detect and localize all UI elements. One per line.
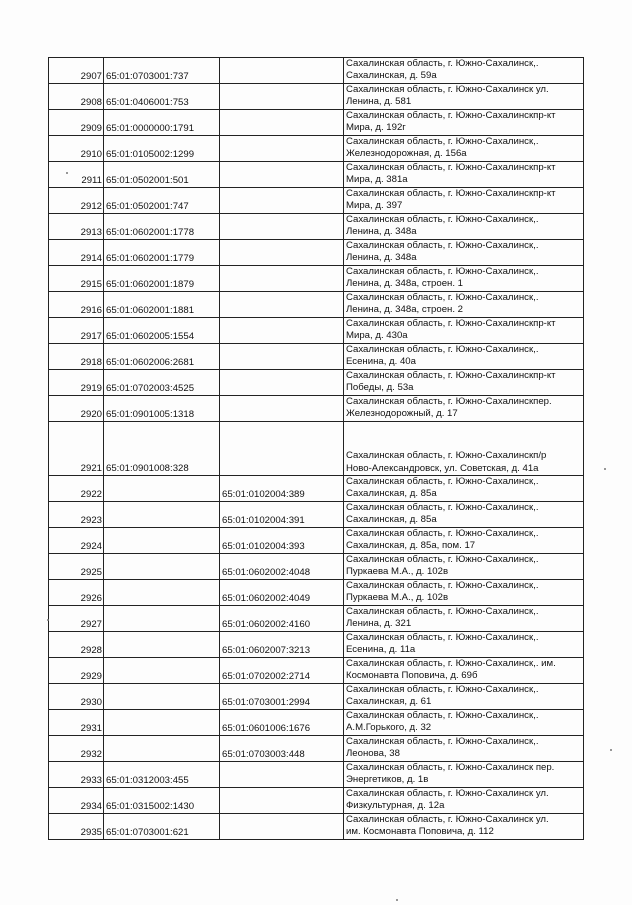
address-line-1: Сахалинская область, г. Южно-Сахалинск,. [346, 476, 539, 487]
cadastral-number-cell: 65:01:0702003:4525 [104, 370, 220, 396]
address-line-2: Мира, д. 430а [346, 330, 408, 342]
address-line-1: Сахалинская область, г. Южно-Сахалинск,. [346, 632, 539, 643]
cadastral-number-alt-cell [220, 318, 344, 344]
table-row [49, 762, 584, 788]
table-row [49, 422, 584, 476]
row-number-cell: 2926 [49, 580, 104, 606]
address-cell [344, 84, 584, 110]
row-number-cell: 2933 [49, 762, 104, 788]
table-row [49, 188, 584, 214]
cadastral-number-cell: 65:01:0703001:737 [104, 58, 220, 84]
row-number-cell: 2920 [49, 396, 104, 422]
cadastral-number-alt-cell: 65:01:0702002:2714 [220, 658, 344, 684]
cadastral-number-cell [104, 502, 220, 528]
row-number-cell: 2921 [49, 422, 104, 476]
address-cell [344, 58, 584, 84]
address-cell [344, 240, 584, 266]
cadastral-number-alt-cell [220, 788, 344, 814]
address-cell [344, 580, 584, 606]
address-cell [344, 788, 584, 814]
cadastral-number-cell [104, 476, 220, 502]
cadastral-number-alt-cell [220, 240, 344, 266]
table-row [49, 814, 584, 840]
row-number-cell: 2907 [49, 58, 104, 84]
property-table-body [49, 58, 584, 840]
row-number-cell: 2917 [49, 318, 104, 344]
address-line-1: Сахалинская область, г. Южно-Сахалинск,. [346, 502, 539, 513]
row-number-cell: 2909 [49, 110, 104, 136]
address-line-2: Сахалинская, д. 85а [346, 514, 437, 526]
cadastral-number-alt-cell [220, 214, 344, 240]
cadastral-number-alt-cell: 65:01:0703003:448 [220, 736, 344, 762]
address-line-1: Сахалинская область, г. Южно-Сахалинск,. [346, 554, 539, 565]
row-number-cell: 2930 [49, 684, 104, 710]
address-line-1: Сахалинская область, г. Южно-Сахалинск,. [346, 266, 539, 277]
cadastral-number-alt-cell [220, 292, 344, 318]
address-cell [344, 710, 584, 736]
table-row [49, 214, 584, 240]
cadastral-number-cell [104, 554, 220, 580]
cadastral-number-cell: 65:01:0602001:1779 [104, 240, 220, 266]
table-row [49, 528, 584, 554]
table-row [49, 684, 584, 710]
cadastral-number-cell [104, 580, 220, 606]
address-line-2: Мира, д. 381а [346, 174, 408, 186]
row-number-cell: 2908 [49, 84, 104, 110]
address-line-2: Пуркаева М.А., д. 102в [346, 566, 449, 578]
address-line-2: Мира, д. 397 [346, 200, 403, 212]
cadastral-number-alt-cell: 65:01:0102004:393 [220, 528, 344, 554]
address-line-1: Сахалинская область, г. Южно-Сахалинск,. [346, 684, 539, 695]
address-cell [344, 658, 584, 684]
cadastral-number-cell: 65:01:0502001:501 [104, 162, 220, 188]
cadastral-number-cell: 65:01:0602005:1554 [104, 318, 220, 344]
scan-speck [604, 468, 606, 470]
cadastral-number-alt-cell [220, 188, 344, 214]
table-row [49, 344, 584, 370]
row-number-cell: 2912 [49, 188, 104, 214]
address-line-1: Сахалинская область, г. Южно-Сахалинск ул. [346, 788, 549, 799]
document-sheet [48, 57, 584, 840]
table-row [49, 58, 584, 84]
address-line-2: Пуркаева М.А., д. 102в [346, 592, 449, 604]
row-number-cell: 2916 [49, 292, 104, 318]
table-row [49, 370, 584, 396]
cadastral-number-cell: 65:01:0602001:1879 [104, 266, 220, 292]
address-line-1: Сахалинская область, г. Южно-Сахалинскпр-кт [346, 188, 556, 199]
scan-speck [610, 749, 612, 751]
address-line-2: Мира, д. 192г [346, 122, 406, 134]
address-line-2: Ленина, д. 348а, строен. 2 [346, 304, 464, 316]
address-cell [344, 606, 584, 632]
address-line-1: Сахалинская область, г. Южно-Сахалинск,. [346, 136, 539, 147]
address-line-2: А.М.Горького, д. 32 [346, 722, 432, 734]
cadastral-number-cell: 65:01:0502001:747 [104, 188, 220, 214]
address-cell [344, 370, 584, 396]
address-line-2: Леонова, 38 [346, 748, 400, 760]
table-row [49, 292, 584, 318]
address-line-1: Сахалинская область, г. Южно-Сахалинскпр-кт [346, 370, 556, 381]
address-line-2: Энергетиков, д. 1в [346, 774, 429, 786]
address-cell [344, 502, 584, 528]
table-row [49, 606, 584, 632]
cadastral-number-alt-cell: 65:01:0602002:4160 [220, 606, 344, 632]
address-line-1: Сахалинская область, г. Южно-Сахалинскпр-кт [346, 162, 556, 173]
cadastral-number-alt-cell [220, 110, 344, 136]
address-line-1: Сахалинская область, г. Южно-Сахалинск,. [346, 240, 539, 251]
property-table [48, 57, 584, 840]
table-row [49, 736, 584, 762]
cadastral-number-alt-cell [220, 58, 344, 84]
row-number-cell: 2922 [49, 476, 104, 502]
address-cell [344, 344, 584, 370]
cadastral-number-cell [104, 736, 220, 762]
address-line-2: Ленина, д. 348а [346, 252, 417, 264]
cadastral-number-cell [104, 632, 220, 658]
cadastral-number-cell: 65:01:0602001:1881 [104, 292, 220, 318]
cadastral-number-cell: 65:01:0901005:1318 [104, 396, 220, 422]
row-number-cell: 2935 [49, 814, 104, 840]
cadastral-number-cell [104, 658, 220, 684]
row-number-cell: 2931 [49, 710, 104, 736]
cadastral-number-alt-cell: 65:01:0602002:4049 [220, 580, 344, 606]
table-row [49, 162, 584, 188]
cadastral-number-cell [104, 606, 220, 632]
row-number-cell: 2913 [49, 214, 104, 240]
address-cell [344, 476, 584, 502]
cadastral-number-alt-cell: 65:01:0601006:1676 [220, 710, 344, 736]
cadastral-number-cell: 65:01:0406001:753 [104, 84, 220, 110]
row-number-cell: 2910 [49, 136, 104, 162]
address-cell [344, 110, 584, 136]
cadastral-number-alt-cell: 65:01:0703001:2994 [220, 684, 344, 710]
cadastral-number-cell [104, 684, 220, 710]
table-row [49, 318, 584, 344]
row-number-cell: 2923 [49, 502, 104, 528]
table-row [49, 658, 584, 684]
address-cell [344, 814, 584, 840]
address-line-2: Сахалинская, д. 61 [346, 696, 432, 708]
address-line-1: Сахалинская область, г. Южно-Сахалинск ул. [346, 84, 549, 95]
address-line-2: Ленина, д. 581 [346, 96, 412, 108]
cadastral-number-cell: 65:01:0315002:1430 [104, 788, 220, 814]
address-line-1: Сахалинская область, г. Южно-Сахалинск пер. [346, 762, 555, 773]
address-line-2: Ленина, д. 321 [346, 618, 412, 630]
row-number-cell: 2934 [49, 788, 104, 814]
address-cell [344, 266, 584, 292]
row-number-cell: 2927 [49, 606, 104, 632]
row-number-cell: 2924 [49, 528, 104, 554]
table-row [49, 266, 584, 292]
address-line-2: Есенина, д. 40а [346, 356, 416, 368]
table-row [49, 632, 584, 658]
row-number-cell: 2914 [49, 240, 104, 266]
cadastral-number-alt-cell [220, 162, 344, 188]
address-cell [344, 528, 584, 554]
address-line-2: Ново-Александровск, ул. Советская, д. 41а [346, 462, 539, 474]
cadastral-number-cell [104, 528, 220, 554]
cadastral-number-cell [104, 710, 220, 736]
address-line-2: Победы, д. 53а [346, 382, 414, 394]
address-line-1: Сахалинская область, г. Южно-Сахалинскпр-кт [346, 318, 556, 329]
address-cell [344, 554, 584, 580]
address-line-1: Сахалинская область, г. Южно-Сахалинск,. им. [346, 658, 556, 669]
cadastral-number-alt-cell [220, 344, 344, 370]
address-line-2: Ленина, д. 348а [346, 226, 417, 238]
cadastral-number-alt-cell [220, 422, 344, 476]
address-line-1: Сахалинская область, г. Южно-Сахалинск,. [346, 580, 539, 591]
address-cell [344, 292, 584, 318]
address-line-2: Железнодорожная, д. 156а [346, 148, 467, 160]
row-number-cell: 2928 [49, 632, 104, 658]
scan-speck [66, 172, 68, 174]
address-line-1: Сахалинская область, г. Южно-Сахалинск,. [346, 528, 539, 539]
address-line-1: Сахалинская область, г. Южно-Сахалинск,. [346, 344, 539, 355]
address-cell [344, 188, 584, 214]
cadastral-number-cell: 65:01:0312003:455 [104, 762, 220, 788]
address-line-1: Сахалинская область, г. Южно-Сахалинск,. [346, 214, 539, 225]
address-cell [344, 396, 584, 422]
table-row [49, 136, 584, 162]
table-row [49, 240, 584, 266]
table-row [49, 84, 584, 110]
address-line-1: Сахалинская область, г. Южно-Сахалинск,. [346, 58, 539, 69]
address-line-2: Ленина, д. 348а, строен. 1 [346, 278, 464, 290]
row-number-cell: 2932 [49, 736, 104, 762]
table-row [49, 476, 584, 502]
address-cell [344, 762, 584, 788]
address-cell [344, 422, 584, 476]
cadastral-number-alt-cell [220, 84, 344, 110]
cadastral-number-cell: 65:01:0105002:1299 [104, 136, 220, 162]
address-line-2: Сахалинская, д. 85а [346, 488, 437, 500]
cadastral-number-alt-cell [220, 396, 344, 422]
table-row [49, 788, 584, 814]
address-cell [344, 162, 584, 188]
cadastral-number-alt-cell: 65:01:0102004:391 [220, 502, 344, 528]
cadastral-number-alt-cell: 65:01:0102004:389 [220, 476, 344, 502]
address-cell [344, 214, 584, 240]
cadastral-number-alt-cell [220, 370, 344, 396]
address-line-1: Сахалинская область, г. Южно-Сахалинск,. [346, 606, 539, 617]
address-cell [344, 684, 584, 710]
row-number-cell: 2911 [49, 162, 104, 188]
cadastral-number-cell: 65:01:0602006:2681 [104, 344, 220, 370]
table-row [49, 396, 584, 422]
cadastral-number-cell: 65:01:0000000:1791 [104, 110, 220, 136]
cadastral-number-alt-cell [220, 762, 344, 788]
row-number-cell: 2918 [49, 344, 104, 370]
address-line-2: Физкультурная, д. 12а [346, 800, 445, 812]
table-row [49, 580, 584, 606]
address-line-2: Сахалинская, д. 85а, пом. 17 [346, 540, 476, 552]
table-row [49, 502, 584, 528]
address-line-1: Сахалинская область, г. Южно-Сахалинскп/р [346, 450, 547, 462]
row-number-cell: 2925 [49, 554, 104, 580]
cadastral-number-alt-cell [220, 136, 344, 162]
address-cell [344, 136, 584, 162]
table-row [49, 710, 584, 736]
address-line-1: Сахалинская область, г. Южно-Сахалинскпр-кт [346, 110, 556, 121]
address-line-2: Космонавта Поповича, д. 69б [346, 670, 478, 682]
address-line-1: Сахалинская область, г. Южно-Сахалинск,. [346, 736, 539, 747]
address-cell [344, 632, 584, 658]
cadastral-number-cell: 65:01:0901008:328 [104, 422, 220, 476]
row-number-cell: 2919 [49, 370, 104, 396]
address-line-2: Железнодорожный, д. 17 [346, 408, 458, 420]
scan-speck [396, 899, 398, 901]
cadastral-number-alt-cell [220, 814, 344, 840]
cadastral-number-alt-cell [220, 266, 344, 292]
address-line-1: Сахалинская область, г. Южно-Сахалинск,. [346, 292, 539, 303]
address-line-1: Сахалинская область, г. Южно-Сахалинск,. [346, 710, 539, 721]
address-line-2: Есенина, д. 11а [346, 644, 416, 656]
table-row [49, 110, 584, 136]
table-row [49, 554, 584, 580]
row-number-cell: 2929 [49, 658, 104, 684]
cadastral-number-alt-cell: 65:01:0602002:4048 [220, 554, 344, 580]
cadastral-number-cell: 65:01:0703001:621 [104, 814, 220, 840]
address-cell [344, 318, 584, 344]
scan-speck [47, 619, 49, 621]
address-line-1: Сахалинская область, г. Южно-Сахалинск ул. [346, 814, 549, 825]
row-number-cell: 2915 [49, 266, 104, 292]
address-line-1: Сахалинская область, г. Южно-Сахалинскпер. [346, 396, 552, 407]
address-line-2: им. Космонавта Поповича, д. 112 [346, 826, 494, 838]
address-line-2: Сахалинская, д. 59а [346, 70, 437, 82]
address-cell [344, 736, 584, 762]
cadastral-number-cell: 65:01:0602001:1778 [104, 214, 220, 240]
cadastral-number-alt-cell: 65:01:0602007:3213 [220, 632, 344, 658]
